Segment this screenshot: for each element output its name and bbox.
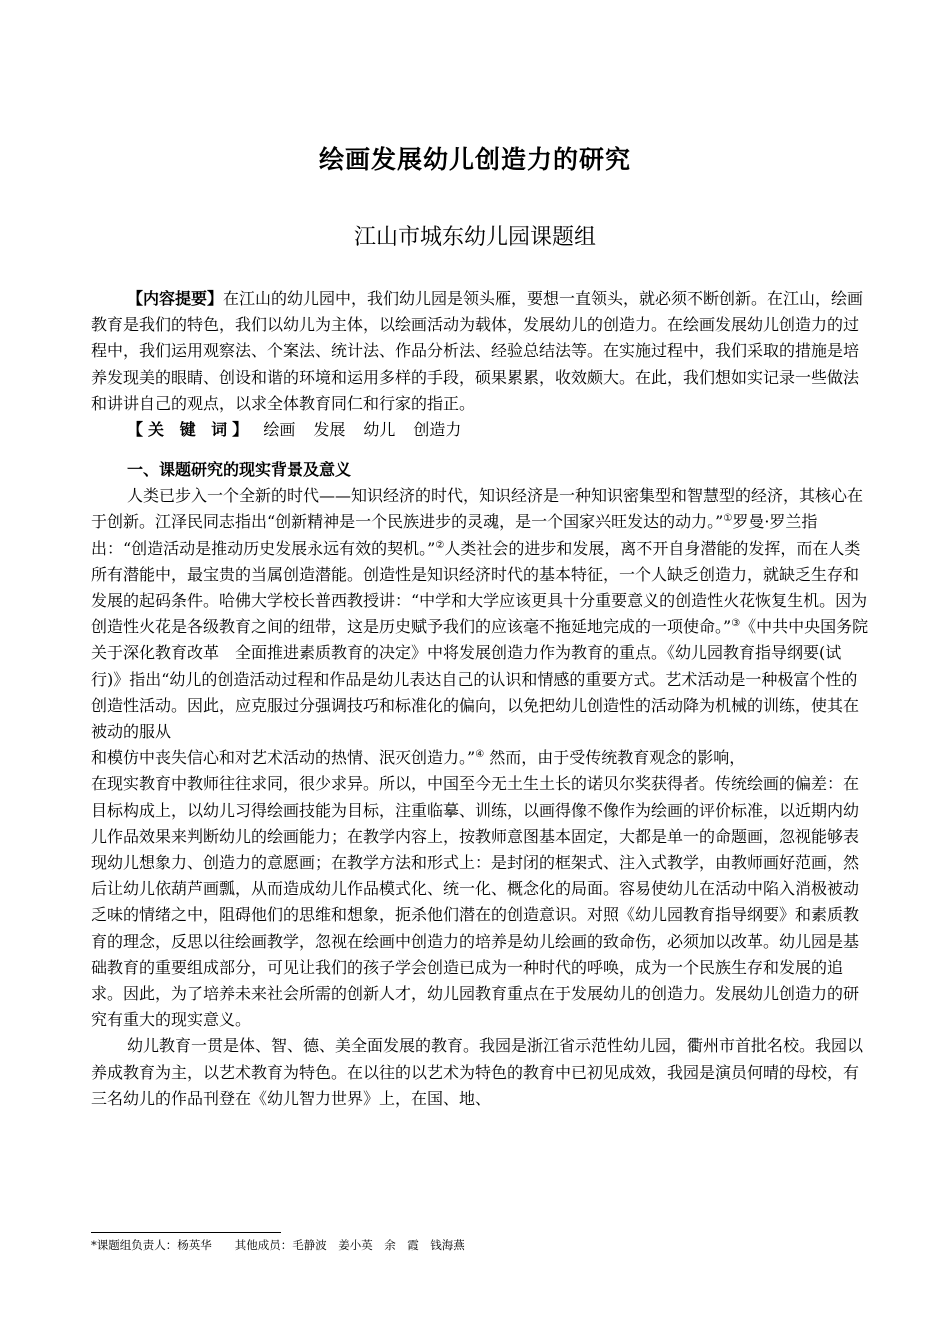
text-run: 人类社会的进步和发展，离不开自身潜能的发挥，而在人类所有潜能中，最宝贵的当属创造潜能。创造性是知识经济时代的基本特征，一个人缺乏创造力，就缺乏生存和发展的起码条件。哈佛大学校长普西教授讲：“中学和大学应该更具十分重要意义的创造性火花恢复生机。因为创造性火花是各级教育之间的纽带，这是历史赋予我们的应该毫不拖延地完成的一项使命。” bbox=[91, 538, 868, 637]
text-run: 和模仿中丧失信心和对艺术活动的热情、泯灭创造力。” bbox=[91, 748, 476, 768]
text-run: 人类已步入一个全新的时代——知识经济的时代，知识经济是一种知识密集型和智慧型的经济，其核心在于创新。江泽民同志指出“创新精神是一个民族进步的灵魂，是一个国家兴旺发达的动力。” bbox=[91, 486, 864, 532]
abstract-paragraph bbox=[91, 286, 871, 417]
keywords-label: 【关 键 词】 bbox=[127, 420, 254, 440]
footnote: *课题组负责人：杨英华 其他成员：毛静波 姜小英 余 霞 钱海燕 bbox=[91, 1238, 465, 1252]
abstract-text: 在江山的幼儿园中，我们幼儿园是领头雁，要想一直领头，就必须不断创新。在江山，绘画教育是我们的特色，我们以幼儿为主体，以绘画活动为载体，发展幼儿的创造力。在绘画发展幼儿创造力的过程中，我们运用观察法、个案法、统计法、作品分析法、经验总结法等。在实施过程中，我们采取的措施是培养发现美的眼睛、创设和谐的环境和运用多样的手段，硕果累累，收效颇大。在此，我们想如实记录一些做法和讲讲自己的观点，以求全体教育同仁和行家的指正。 bbox=[91, 289, 864, 413]
footnote-ref: ④ bbox=[475, 749, 485, 761]
page-title: 绘画发展幼儿创造力的研究 bbox=[318, 145, 631, 174]
abstract-label: 【内容提要】 bbox=[127, 289, 224, 308]
keywords-paragraph bbox=[91, 417, 871, 443]
body-paragraph: 幼儿教育一贯是体、智、德、美全面发展的教育。我园是浙江省示范性幼儿园，衢州市首批名校。我园以养成教育为主，以艺术教育为特色。在以往的以艺术为特色的教育中已初见成效，我园是演员何晴的母校，有三名幼儿的作品刊登在《幼儿智力世界》上，在国、地、 bbox=[91, 1036, 864, 1108]
footnote-ref: ③ bbox=[731, 618, 741, 630]
body-paragraph-continued bbox=[91, 745, 871, 771]
keyword: 幼儿 bbox=[363, 420, 396, 440]
section-heading: 一、课题研究的现实背景及意义 bbox=[127, 460, 352, 480]
keyword: 发展 bbox=[313, 420, 346, 440]
page-subtitle: 江山市城东幼儿园课题组 bbox=[353, 225, 596, 250]
keyword: 创造力 bbox=[413, 420, 462, 440]
keyword: 绘画 bbox=[263, 420, 296, 440]
document-body bbox=[91, 286, 871, 1112]
body-paragraph bbox=[91, 483, 871, 745]
footnote-ref: ① bbox=[723, 513, 733, 525]
text-run: 然而，由于受传统教育观念的影响， bbox=[489, 748, 746, 768]
text-run: 罗曼·罗兰指出：“创造活动是推动历史发展永远有效的契机。” bbox=[91, 512, 818, 558]
text-run: 《中共中央国务院关于深化教育改革 全面推进素质教育的决定》中将发展创造力作为教育的重点。《幼儿园教育指导纲要(试行)》指出“幼儿的创造活动过程和作品是幼儿表达自己的认识和情感的重要方式。艺术活动是一种极富个性的创造性活动。因此，应克服过分强调技巧和标准化的偏向，以免把幼儿创造性的活动降为机械的训练，使其在被动的服从 bbox=[91, 617, 869, 742]
footnote-ref: ② bbox=[435, 539, 445, 551]
footnote-divider bbox=[91, 1232, 281, 1233]
body-paragraph-continued: 在现实教育中教师往往求同，很少求异。所以，中国至今无土生土长的诺贝尔奖获得者。传统绘画的偏差：在目标构成上，以幼儿习得绘画技能为目标，注重临摹、训练，以画得像不像作为绘画的评价标准，以近期内幼儿作品效果来判断幼儿的绘画能力；在教学内容上，按教师意图基本固定，大都是单一的命题画，忽视能够表现幼儿想象力、创造力的意愿画；在教学方法和形式上：是封闭的框架式、注入式教学，由教师画好范画，然后让幼儿依葫芦画瓢，从而造成幼儿作品模式化、统一化、概念化的局面。容易使幼儿在活动中陷入消极被动乏味的情绪之中，阻碍他们的思维和想象，扼杀他们潜在的创造意识。对照《幼儿园教育指导纲要》和素质教育的理念，反思以往绘画教学，忽视在绘画中创造力的培养是幼儿绘画的致命伤，必须加以改革。幼儿园是基础教育的重要组成部分，可见让我们的孩子学会创造已成为一种时代的呼唤，成为一个民族生存和发展的追求。因此，为了培养未来社会所需的创新人才，幼儿园教育重点在于发展幼儿的创造力。发展幼儿创造力的研究有重大的现实意义。 bbox=[91, 774, 860, 1030]
